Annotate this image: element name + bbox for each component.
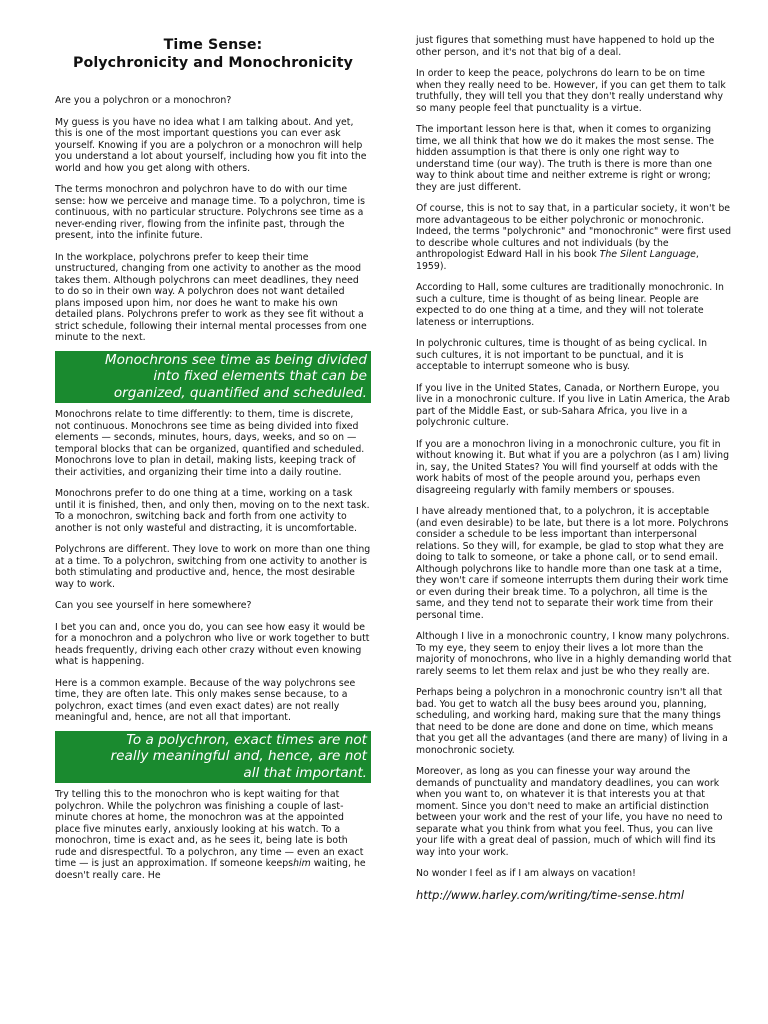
paragraph: I have already mentioned that, to a polychron, it is acceptable (and even desirable) to be late, but there is a lot more. Polychrons consider a schedule to be less important than interpersonal relations. So they will, for example, be glad to stop what they are doing to talk to someone, or take a phone call, or to send email. Although polychrons like to handle more than one task at a time, they won't care if someone interrupts them during their work time or even during their break time. To a polychron, all time is the same, and they tend not to separate their work time from their personal time. [416,506,729,621]
paragraph: Can you see yourself in here somewhere? [55,600,252,611]
pull-quote-2 [55,731,371,784]
paragraph: Here is a common example. Because of the way polychrons see time, they are often late. This only makes sense because, to a polychron, exact times (and even exact dates) are not really meaningful and, hence, are not all that important. [55,677,356,723]
emphasis: him [293,858,311,869]
title-line-2: Polychronicity and Monochronicity [72,55,354,71]
paragraph: If you live in the United States, Canada, or Northern Europe, you live in a monochronic culture. If you live in Latin America, the Arab part of the Middle East, or sub-Sahara Africa, you live in a polychronic culture. [416,382,730,428]
pull-quote-1 [55,351,371,404]
paragraph: No wonder I feel as if I am always on vacation! [416,868,636,879]
pull-quote-line: Monochrons see time as being divided [104,351,367,368]
paragraph [55,789,371,881]
paragraph: Monochrons prefer to do one thing at a time, working on a task until it is finished, then, and only then, moving on to the next task. To a monochron, switching back and forth from one activity to another is not only wasteful and distracting, it is uncomfortable. [55,488,370,534]
paragraph: In order to keep the peace, polychrons do learn to be on time when they really need to be. However, if you can get them to talk truthfully, they will tell you that they don't really understand why so many people feel that punctuality is a virtue. [416,68,726,114]
paragraph: Perhaps being a polychron in a monochronic country isn't all that bad. You get to watch all the busy bees around you, planning, scheduling, and working hard, making sure that the many things that need to be done are done and done on time, which means that you get all the advantages (and there are many) of living in a monochronic society. [416,687,728,756]
source-url: http://www.harley.com/writing/time-sense.html [416,887,685,902]
paragraph-text: , 1959). [416,249,699,272]
right-column [416,0,732,902]
paragraph: Polychrons are different. They love to work on more than one thing at a time. To a polychron, switching from one activity to another is both stimulating and productive and, hence, the most desirable way to work. [55,544,371,590]
paragraph: My guess is you have no idea what I am talking about. And yet, this is one of the most important questions you can ever ask yourself. Knowing if you are a polychron or a monochron will help you understand a lot about yourself, including how you fit into the world and how you get along with others. [55,116,367,174]
paragraph: Although I live in a monochronic country, I know many polychrons. To my eye, they seem to enjoy their lives a lot more than the majority of monochrons, who live in a highly demanding world that rarely seems to let them relax and just be who they really are. [416,631,732,677]
pull-quote-line: really meaningful and, hence, are not [110,748,367,764]
paragraph: In the workplace, polychrons prefer to keep their time unstructured, changing from one activity to another as the mood takes them. Although polychrons can meet deadlines, they need to do so in their own way. A polychron does not want detailed plans imposed upon him, nor does he want to make his own detailed plans. Polychrons prefer to work as they see fit without a strict schedule, following their internal mental processes from one minute to the next. [55,251,367,343]
pull-quote-line: all that important. [243,764,367,781]
left-column [55,0,371,881]
paragraph: The important lesson here is that, when it comes to organizing time, we all think that how we do it makes the most sense. The hidden assumption is that there is only one right way to understand time (our way). The truth is there is more than one way to think about time and neither extreme is right or wrong; they are just different. [416,124,715,193]
paragraph-text: Of course, this is not to say that, in a particular society, it won't be more advantageous to be either polychronic or monochronic. Indeed, the terms "polychronic" and "monochronic" were first used to describe whole cultures and not individuals (by the anthropologist Edward Hall in his book [416,203,732,260]
paragraph: Moreover, as long as you can finesse your way around the demands of punctuality and mandatory deadlines, you can work when you want to, on whatever it is that interests you at that moment. Since you don't need to make an artificial distinction between your work and the rest of your life, you have no need to separate what you think from what you feel. Thus, you can live your life with a great deal of passion, much of which will find its way into your work. [416,766,723,858]
paragraph-text: waiting, he doesn't really care. He [55,858,366,881]
paragraph: In polychronic cultures, time is thought of as being cyclical. In such cultures, it is not important to be punctual, and it is acceptable to interrupt someone who is busy. [416,338,708,372]
paragraph: The terms monochron and polychron have to do with our time sense: how we perceive and manage time. To a polychron, time is continuous, with no particular structure. Polychrons see time as a never-ending river, flowing from the infinite past, through the present, into the infinite future. [55,184,366,241]
paragraph: just figures that something must have happened to hold up the other person, and it's not that big of a deal. [416,35,715,58]
book-title: The Silent Language [599,249,696,260]
paragraph-text: Try telling this to the monochron who is kept waiting for that polychron. While the polychron was finishing a couple of last- minute chores at home, the monochron was at the appointed place five minutes early, anxiously looking at his watch. To a monochron, time is exact and, as he sees it, being late is both rude and disrespectful. To a polychron, any time — even an exact time — is just an approximation. If someone keeps [55,789,364,869]
pull-quote-line: To a polychron, exact times are not [126,731,367,748]
paragraph [416,203,732,272]
title-line-1: Time Sense: [163,37,263,53]
pull-quote-line: organized, quantified and scheduled. [113,384,367,401]
paragraph: Monochrons relate to time differently: to them, time is discrete, not continuous. Monochrons see time as being divided into fixed elements — seconds, minutes, hours, days, weeks, and so on — temporal blocks that can be organized, quantified and scheduled. Monochrons love to plan in detail, making lists, keeping track of their activities, and organizing their time into a daily routine. [55,409,365,478]
pull-quote-line: into fixed elements that can be [153,368,367,384]
paragraph: According to Hall, some cultures are traditionally monochronic. In such a culture, time is thought of as being linear. People are expected to do one thing at a time, and they will not tolerate lateness or interruptions. [416,282,724,328]
article-title [55,36,371,72]
paragraph: I bet you can and, once you do, you can see how easy it would be for a monochron and a polychron who live or work together to butt heads frequently, driving each other crazy without even knowing what is happening. [55,621,370,667]
paragraph: If you are a monochron living in a monochronic culture, you fit in without knowing it. But what if you are a polychron (as I am) living in, say, the United States? You will find yourself at odds with the work habits of most of the people around you, perhaps even disagreeing regularly with family members or spouses. [416,438,730,496]
paragraph: Are you a polychron or a monochron? [55,95,232,106]
